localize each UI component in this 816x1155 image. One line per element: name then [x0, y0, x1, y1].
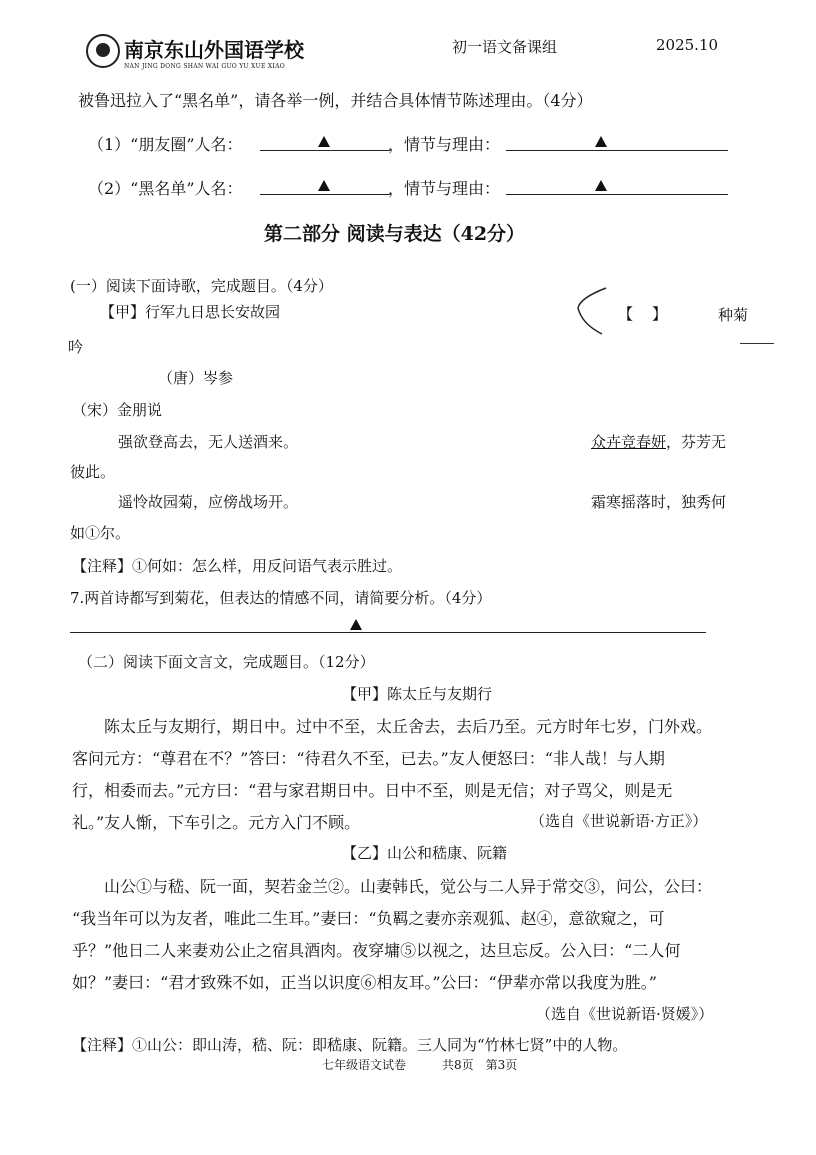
school-name: 南京东山外国语学校 [124, 38, 304, 62]
stray-line [740, 343, 774, 344]
poem-b-title: 种菊 [718, 306, 749, 324]
answer-line-q7[interactable] [70, 632, 706, 633]
poem-b-line2: 霜寒摇落时，独秀何 [591, 493, 727, 511]
answer-blank-name[interactable] [260, 194, 390, 195]
school-pinyin: NAN JING DONG SHAN WAI GUO YU XUE XIAO [124, 63, 285, 70]
triangle-marker-icon [350, 619, 362, 630]
poem-a-line1: 强欲登高去，无人送酒来。 [118, 433, 299, 451]
poem-b-title-cont: 吟 [68, 338, 84, 356]
triangle-marker-icon [595, 136, 607, 147]
answer-blank-reason[interactable] [506, 194, 728, 195]
question-intro: 被鲁迅拉入了“黑名单”，请各举一例，并结合具体情节陈述理由。（4分） [78, 91, 593, 110]
text-b-source: （选自《世说新语·贤媛》） [536, 1005, 714, 1023]
text-a-line: 行，相委而去。”元方曰：“君与家君期日中。日中不至，则是无信；对子骂父，则是无 [72, 781, 673, 800]
part2-heading: （二）阅读下面文言文，完成题目。（12分） [78, 653, 375, 671]
text-a-line: 礼。”友人惭，下车引之。元方入门不顾。 [72, 813, 361, 832]
text-b-title: 【乙】山公和嵇康、阮籍 [342, 844, 508, 862]
answer-label: （1）“朋友圈”人名： [88, 135, 243, 154]
text-a-line: 客问元方：“尊君在不？”答曰：“待君久不至，已去。”友人便怒曰：“非人哉！与人期 [72, 749, 665, 768]
poem-b-line1-rest: ，芬芳无 [666, 433, 727, 451]
footer-pages: 共8页 第3页 [442, 1058, 518, 1072]
part2-note: 【注释】①山公：即山涛，嵇、阮：即嵇康、阮籍。三人同为“竹林七贤”中的人物。 [72, 1036, 628, 1054]
text-b-line: 山公①与嵇、阮一面，契若金兰②。山妻韩氏，觉公与二人异于常交③，问公，公曰： [104, 877, 713, 896]
part1-heading: (一）阅读下面诗歌，完成题目。（4分） [70, 277, 333, 295]
section-title: 第二部分 阅读与表达（42分） [264, 223, 526, 245]
poem-b-line1-cont: 彼此。 [70, 463, 116, 481]
triangle-marker-icon [595, 180, 607, 191]
triangle-marker-icon [318, 136, 330, 147]
part1-note: 【注释】①何如：怎么样，用反问语气表示胜过。 [72, 557, 403, 575]
text-a-source: （选自《世说新语·方正》） [530, 812, 708, 830]
header-date: 2025.10 [656, 36, 719, 54]
poem-b-line1 [591, 431, 726, 452]
logo-emblem-icon [86, 34, 120, 68]
text-b-line: “我当年可以为友者，唯此二生耳。”妻曰：“负羁之妻亦亲观狐、赵④，意欲窥之，可 [72, 909, 665, 928]
reason-label: ，情节与理由： [388, 135, 501, 154]
poem-b-line2-cont: 如①尔。 [70, 524, 131, 542]
poem-a-author: （唐）岑参 [158, 369, 234, 387]
text-a-title: 【甲】陈太丘与友期行 [342, 685, 493, 703]
text-b-line: 乎？”他日二人来妻劝公止之宿具酒肉。夜穿墉⑤以视之，达旦忘反。公入曰：“二人何 [72, 941, 681, 960]
poem-a-line2: 遥怜故园菊，应傍战场开。 [118, 493, 299, 511]
poem-b-author: （宋）金朋说 [72, 401, 163, 419]
header-group: 初一语文备课组 [452, 38, 558, 56]
answer-label: （2）“黑名单”人名： [88, 179, 243, 198]
text-a-line: 陈太丘与友期行，期日中。过中不至，太丘舍去，去后乃至。元方时年七岁，门外戏。 [104, 717, 713, 736]
footer-exam: 七年级语文试卷 [322, 1058, 407, 1072]
stray-pen-mark [572, 284, 612, 336]
poem-b-bracket: 【 】 [618, 305, 670, 323]
text-b-line: 如？”妻曰：“君才致殊不如，正当以识度⑥相友耳。”公曰：“伊辈亦常以我度为胜。” [72, 973, 657, 992]
triangle-marker-icon [318, 180, 330, 191]
reason-label: ，情节与理由： [388, 179, 501, 198]
poem-b-underlined: 众卉竞春妍 [591, 433, 667, 451]
poem-a-title: 【甲】行军九日思长安故园 [100, 303, 281, 321]
answer-blank-reason[interactable] [506, 150, 728, 151]
question-7: 7.两首诗都写到菊花，但表达的情感不同，请简要分析。（4分） [70, 589, 492, 607]
answer-blank-name[interactable] [260, 150, 390, 151]
